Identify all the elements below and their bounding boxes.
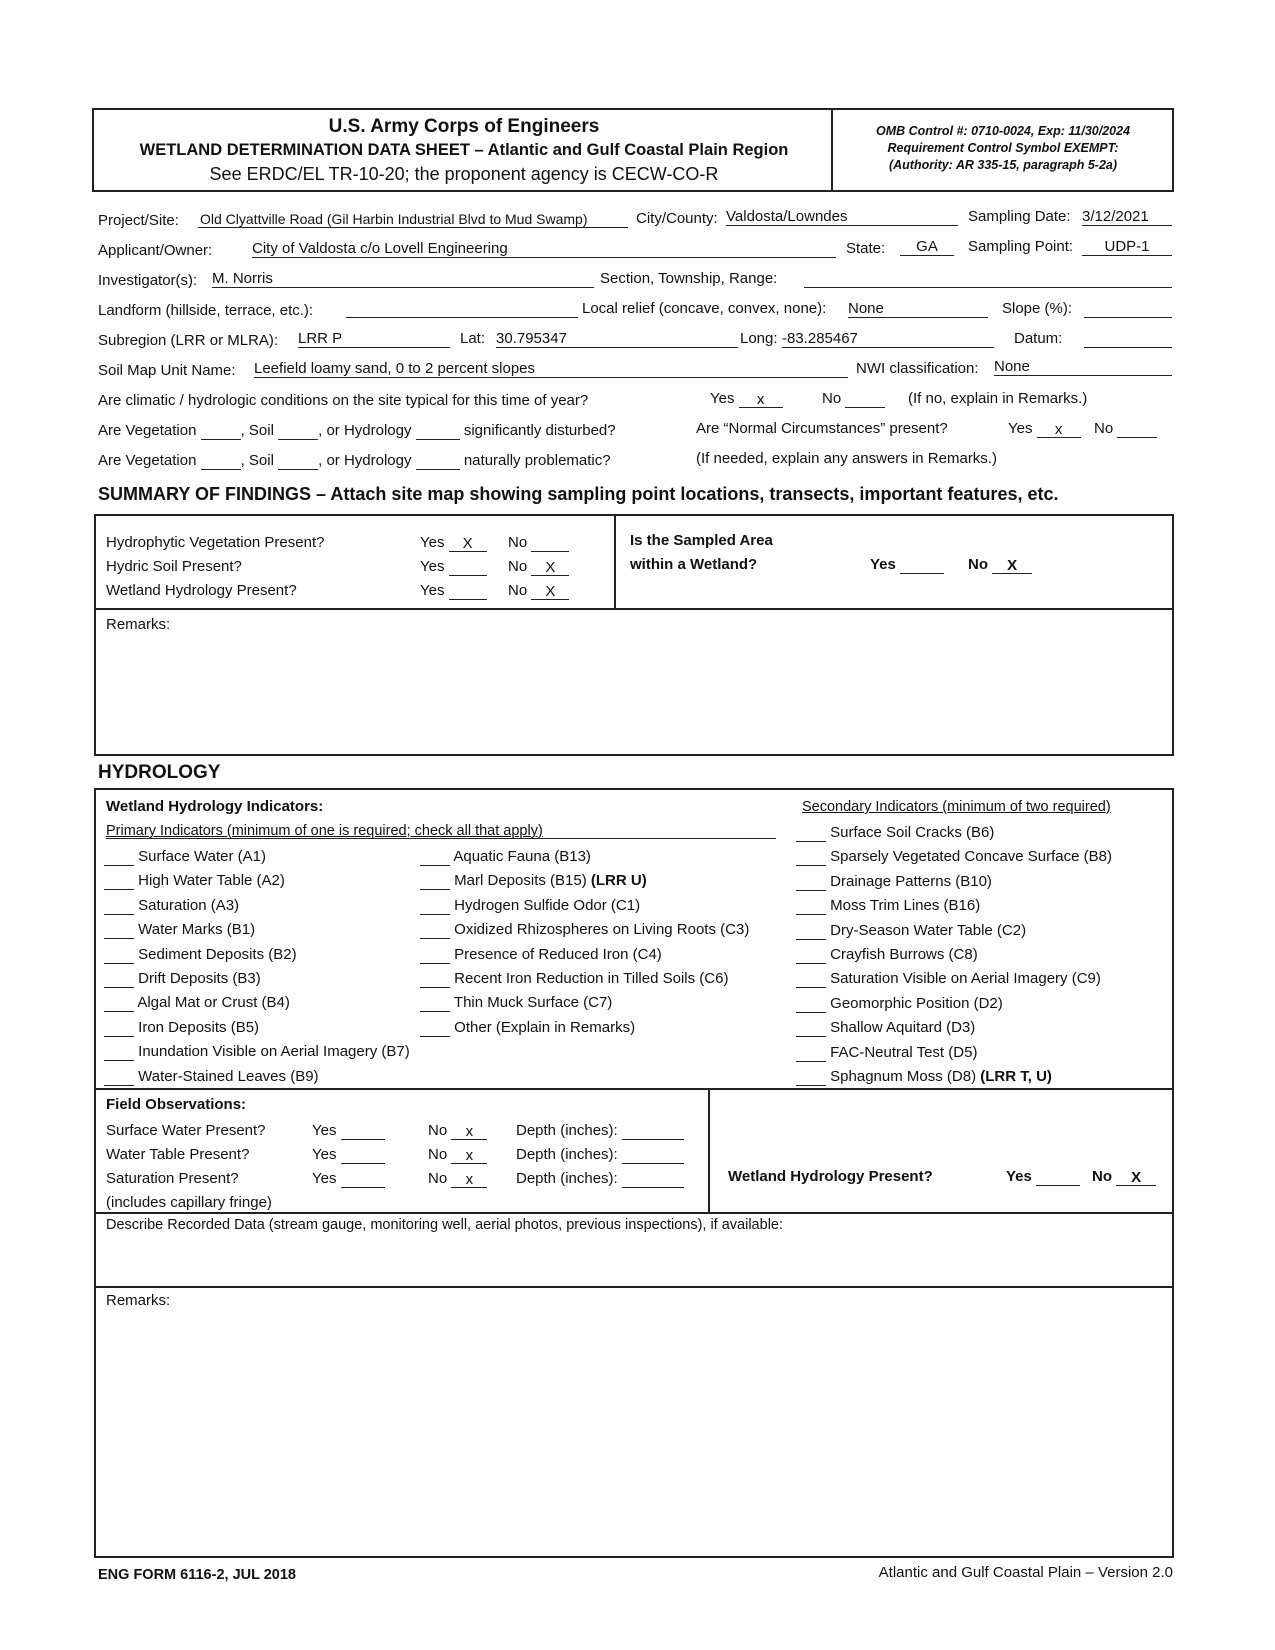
indicator-label: Aquatic Fauna (B13) xyxy=(453,848,591,865)
wh-yes-field[interactable] xyxy=(1036,1169,1080,1186)
checkbox-line[interactable] xyxy=(796,825,826,842)
water-table-no[interactable]: No x xyxy=(428,1146,487,1164)
checkbox-line[interactable] xyxy=(796,1045,826,1062)
investigator-field[interactable]: M. Norris xyxy=(212,270,594,288)
explain-note: (If needed, explain any answers in Remarks.) xyxy=(696,450,997,467)
checkbox-line[interactable] xyxy=(420,898,450,915)
footer-form-id: ENG FORM 6116-2, JUL 2018 xyxy=(98,1567,296,1583)
indicator-row[interactable] xyxy=(104,872,285,890)
wh-yes[interactable]: Yes xyxy=(1006,1168,1080,1186)
slope-field[interactable] xyxy=(1084,300,1172,318)
indicator-label: Dry-Season Water Table (C2) xyxy=(830,921,1027,939)
field-observations-title: Field Observations: xyxy=(106,1096,247,1113)
no-label: No xyxy=(822,390,842,407)
checkbox-line[interactable] xyxy=(420,849,450,866)
summary-title: SUMMARY OF FINDINGS – Attach site map showing sampling point locations, transects, important features, etc. xyxy=(98,484,1059,504)
water-table-no-field[interactable]: x xyxy=(451,1147,487,1164)
saturation-no[interactable]: No x xyxy=(428,1170,487,1188)
soil-present-no-field[interactable]: X xyxy=(531,559,569,576)
hydrology-title: HYDROLOGY xyxy=(98,762,221,783)
checkbox-line[interactable] xyxy=(796,923,826,940)
form-reference: See ERDC/EL TR-10-20; the proponent agency is CECW-CO-R xyxy=(209,164,719,184)
state-field[interactable]: GA xyxy=(900,238,954,256)
checkbox-line[interactable] xyxy=(796,996,826,1013)
checkbox-line[interactable] xyxy=(104,971,134,988)
indicator-label: Water-Stained Leaves (B9) xyxy=(138,1067,319,1085)
checkbox-line[interactable] xyxy=(796,849,826,866)
veg-present-yes-field[interactable]: X xyxy=(449,535,487,552)
checkbox-line[interactable] xyxy=(104,1044,134,1061)
slope-label: Slope (%): xyxy=(1002,300,1073,317)
indicator-row[interactable] xyxy=(796,873,992,891)
indicator-row[interactable] xyxy=(104,848,266,866)
checkbox-line[interactable] xyxy=(104,873,134,890)
indicator-row[interactable] xyxy=(104,970,261,988)
checkbox-line[interactable] xyxy=(420,995,450,1012)
applicant-field[interactable]: City of Valdosta c/o Lovell Engineering xyxy=(252,240,836,258)
omb-line3: (Authority: AR 335-15, paragraph 5-2a) xyxy=(888,158,1118,172)
hydro-disturbed-field[interactable] xyxy=(416,423,460,440)
secondary-title: Secondary Indicators (minimum of two required) xyxy=(802,799,1111,815)
climatic-yes[interactable] xyxy=(710,390,783,408)
indicator-label: Crayfish Burrows (C8) xyxy=(830,946,978,963)
sampling-date-label: Sampling Date: xyxy=(968,208,1071,225)
header-box xyxy=(92,108,1174,192)
indicator-row[interactable] xyxy=(420,848,591,866)
sampled-yes-field[interactable] xyxy=(900,557,944,574)
checkbox-line[interactable] xyxy=(420,873,450,890)
checkbox-line[interactable] xyxy=(420,1020,450,1037)
sampling-point-label: Sampling Point: xyxy=(968,238,1074,255)
indicator-row[interactable] xyxy=(796,1044,977,1062)
nwi-field[interactable]: None xyxy=(994,358,1172,376)
climatic-question: Are climatic / hydrologic conditions on the site typical for this time of year? xyxy=(98,392,589,409)
wh-no-field[interactable]: X xyxy=(1116,1169,1156,1186)
hydro-problematic-field[interactable] xyxy=(416,453,460,470)
sampled-no-field[interactable]: X xyxy=(992,557,1032,574)
saturation-label: Saturation Present? xyxy=(106,1170,239,1187)
state-label: State: xyxy=(846,240,886,257)
saturation-yes-field[interactable] xyxy=(341,1171,385,1188)
sampled-no[interactable]: No X xyxy=(968,556,1032,574)
summary-yes-1[interactable]: Yes X xyxy=(420,534,487,552)
form-title: WETLAND DETERMINATION DATA SHEET – Atlantic and Gulf Coastal Plain Region xyxy=(139,141,789,159)
indicator-label: Saturation Visible on Aerial Imagery (C9) xyxy=(830,970,1101,988)
indicator-label: Iron Deposits (B5) xyxy=(138,1018,260,1036)
indicator-label: Saturation (A3) xyxy=(138,896,240,914)
indicator-row[interactable] xyxy=(796,848,1112,866)
sampling-date-field[interactable]: 3/12/2021 xyxy=(1082,208,1172,226)
checkbox-line[interactable] xyxy=(104,898,134,915)
indicator-row[interactable] xyxy=(796,946,978,964)
summary-q2: Hydric Soil Present? xyxy=(106,558,242,575)
indicator-row[interactable] xyxy=(104,994,290,1012)
yes-label: Yes xyxy=(710,390,735,407)
checkbox-line[interactable] xyxy=(104,1020,134,1037)
soil-problematic-field[interactable] xyxy=(278,453,318,470)
nwi-label: NWI classification: xyxy=(856,360,979,377)
indicator-row[interactable] xyxy=(796,922,1026,940)
footer-version: Atlantic and Gulf Coastal Plain – Version 2.0 xyxy=(878,1564,1173,1581)
surface-water-no-field[interactable]: x xyxy=(451,1123,487,1140)
normal-no[interactable]: No xyxy=(1094,420,1157,438)
surface-water-no[interactable]: No x xyxy=(428,1122,487,1140)
checkbox-line[interactable] xyxy=(104,922,134,939)
veg-problematic-field[interactable] xyxy=(201,453,241,470)
normal-no-field[interactable] xyxy=(1117,421,1157,438)
recorded-data-label: Describe Recorded Data (stream gauge, monitoring well, aerial photos, previous inspections), if available: xyxy=(106,1217,784,1233)
indicator-label: Oxidized Rhizospheres on Living Roots (C3) xyxy=(454,921,750,939)
omb-line2: Requirement Control Symbol EXEMPT: xyxy=(887,141,1119,155)
hydrology-present-yes-field[interactable] xyxy=(449,583,487,600)
normal-circumstances-question: Are “Normal Circumstances” present? xyxy=(696,420,948,437)
omb-line1: OMB Control #: 0710-0024, Exp: 11/30/2024 xyxy=(875,124,1131,138)
checkbox-line[interactable] xyxy=(796,874,826,891)
checkbox-line[interactable] xyxy=(104,995,134,1012)
indicator-row[interactable] xyxy=(104,921,255,939)
saturation-no-field[interactable]: x xyxy=(451,1171,487,1188)
indicator-row[interactable] xyxy=(796,897,980,915)
wh-no[interactable]: No X xyxy=(1092,1168,1156,1186)
water-table-yes-field[interactable] xyxy=(341,1147,385,1164)
indicator-row[interactable] xyxy=(420,994,612,1012)
org-title: U.S. Army Corps of Engineers xyxy=(328,116,600,137)
wetland-hydrology-present-question: Wetland Hydrology Present? xyxy=(728,1168,933,1185)
str-label: Section, Township, Range: xyxy=(600,270,778,287)
lat-field[interactable]: 30.795347 xyxy=(496,330,738,348)
summary-remarks-label: Remarks: xyxy=(106,616,171,633)
subregion-label: Subregion (LRR or MLRA): xyxy=(98,332,279,349)
soil-present-yes-field[interactable] xyxy=(449,559,487,576)
indicator-label: Other (Explain in Remarks) xyxy=(454,1018,636,1036)
climatic-no-field[interactable] xyxy=(845,391,885,408)
indicator-label: Sparsely Vegetated Concave Surface (B8) xyxy=(830,848,1113,866)
indicator-label: Algal Mat or Crust (B4) xyxy=(137,994,290,1012)
veg-disturbed-field[interactable] xyxy=(201,423,241,440)
surface-water-depth-field[interactable] xyxy=(622,1123,684,1140)
indicator-row[interactable] xyxy=(796,824,994,842)
indicator-label: Surface Water (A1) xyxy=(138,848,266,865)
indicator-row[interactable] xyxy=(796,1019,975,1037)
subregion-field[interactable]: LRR P xyxy=(298,330,450,348)
indicator-row[interactable] xyxy=(420,1019,635,1037)
sampled-yes[interactable]: Yes xyxy=(870,556,944,574)
applicant-label: Applicant/Owner: xyxy=(98,242,213,259)
indicator-row[interactable] xyxy=(104,897,239,915)
relief-field[interactable]: None xyxy=(848,300,988,318)
indicator-row[interactable] xyxy=(104,946,297,964)
indicator-row[interactable] xyxy=(796,970,1101,988)
indicator-label: Recent Iron Reduction in Tilled Soils (C6) xyxy=(454,970,729,987)
indicator-label: Hydrogen Sulfide Odor (C1) xyxy=(454,896,641,914)
soil-unit-label: Soil Map Unit Name: xyxy=(98,362,236,379)
surface-water-yes-field[interactable] xyxy=(341,1123,385,1140)
indicator-label: Water Marks (B1) xyxy=(138,921,256,939)
city-label: City/County: xyxy=(636,210,718,227)
checkbox-line[interactable] xyxy=(104,947,134,964)
indicator-row[interactable] xyxy=(796,995,1003,1013)
veg-present-no-field[interactable] xyxy=(531,535,569,552)
checkbox-line[interactable] xyxy=(104,1069,134,1086)
project-label: Project/Site: xyxy=(98,212,179,229)
water-table-label: Water Table Present? xyxy=(106,1146,250,1163)
indicator-label: High Water Table (A2) xyxy=(138,872,285,890)
summary-yes-2[interactable]: Yes xyxy=(420,558,487,576)
indicator-label: Sediment Deposits (B2) xyxy=(138,945,297,963)
indicator-label: Shallow Aquitard (D3) xyxy=(830,1019,976,1037)
datum-label: Datum: xyxy=(1014,330,1063,347)
saturation-depth-field[interactable] xyxy=(622,1171,684,1188)
indicator-row[interactable] xyxy=(104,1043,410,1061)
primary-title: Primary Indicators (minimum of one is required; check all that apply) xyxy=(106,823,543,839)
checkbox-line[interactable] xyxy=(420,971,450,988)
problematic-row: Are Vegetation , Soil , or Hydrology naturally problematic? xyxy=(98,452,611,469)
checkbox-line[interactable] xyxy=(420,947,450,964)
checkbox-line[interactable] xyxy=(796,947,826,964)
normal-yes[interactable]: Yes x xyxy=(1008,420,1081,438)
summary-no-2[interactable]: No X xyxy=(508,558,569,576)
landform-field[interactable] xyxy=(346,300,578,318)
summary-no-3[interactable]: No X xyxy=(508,582,569,600)
long-field[interactable]: -83.285467 xyxy=(782,330,994,348)
climatic-yes-field[interactable]: x xyxy=(739,391,783,408)
indicator-label: Drift Deposits (B3) xyxy=(138,970,261,987)
str-field[interactable] xyxy=(804,270,1172,288)
surface-water-label: Surface Water Present? xyxy=(106,1122,266,1139)
checkbox-line[interactable] xyxy=(796,1020,826,1037)
indicator-label: Geomorphic Position (D2) xyxy=(830,994,1003,1012)
summary-q3: Wetland Hydrology Present? xyxy=(106,582,297,599)
summary-q1: Hydrophytic Vegetation Present? xyxy=(106,534,325,551)
landform-label: Landform (hillside, terrace, etc.): xyxy=(98,302,314,319)
water-table-depth[interactable]: Depth (inches): xyxy=(516,1146,684,1164)
sampled-area-q2: within a Wetland? xyxy=(630,556,758,573)
investigator-label: Investigator(s): xyxy=(98,272,198,289)
summary-yes-3[interactable]: Yes xyxy=(420,582,487,600)
relief-label: Local relief (concave, convex, none): xyxy=(582,300,827,317)
checkbox-line[interactable] xyxy=(104,849,134,866)
checkbox-line[interactable] xyxy=(796,898,826,915)
checkbox-line[interactable] xyxy=(796,971,826,988)
climatic-no[interactable] xyxy=(822,390,885,408)
indicator-label: Drainage Patterns (B10) xyxy=(830,872,992,890)
indicator-row[interactable] xyxy=(104,1068,319,1086)
soil-disturbed-field[interactable] xyxy=(278,423,318,440)
disturbed-row: Are Vegetation , Soil , or Hydrology significantly disturbed? xyxy=(98,422,616,439)
indicator-label: Presence of Reduced Iron (C4) xyxy=(454,945,662,963)
city-field[interactable]: Valdosta/Lowndes xyxy=(726,208,958,226)
indicator-label: Thin Muck Surface (C7) xyxy=(453,994,613,1012)
datum-field[interactable] xyxy=(1084,330,1172,348)
normal-yes-field[interactable]: x xyxy=(1037,421,1081,438)
surface-water-yes[interactable]: Yes xyxy=(312,1122,385,1140)
summary-no-1[interactable]: No xyxy=(508,534,569,552)
saturation-depth[interactable]: Depth (inches): xyxy=(516,1170,684,1188)
marl-row[interactable]: Marl Deposits (B15) (LRR U) xyxy=(420,872,647,890)
soil-unit-field[interactable]: Leefield loamy sand, 0 to 2 percent slopes xyxy=(254,360,848,378)
water-table-yes[interactable]: Yes xyxy=(312,1146,385,1164)
saturation-yes[interactable]: Yes xyxy=(312,1170,385,1188)
hydrology-remarks-label: Remarks: xyxy=(106,1292,171,1309)
sampling-point-field[interactable]: UDP-1 xyxy=(1082,238,1172,256)
checkbox-line[interactable] xyxy=(796,1069,826,1086)
indicator-row[interactable] xyxy=(420,946,662,964)
lat-label: Lat: xyxy=(460,330,486,347)
climatic-note: (If no, explain in Remarks.) xyxy=(908,390,1088,407)
hydrology-present-no-field[interactable]: X xyxy=(531,583,569,600)
capillary-label: (includes capillary fringe) xyxy=(106,1194,272,1211)
long-label: Long: xyxy=(740,330,778,347)
indicator-label: Inundation Visible on Aerial Imagery (B7) xyxy=(138,1043,410,1061)
checkbox-line[interactable] xyxy=(420,922,450,939)
indicator-row[interactable] xyxy=(420,897,640,915)
indicator-label: Surface Soil Cracks (B6) xyxy=(830,824,995,841)
indicator-row[interactable] xyxy=(420,970,728,988)
indicator-row[interactable] xyxy=(104,1019,259,1037)
water-table-depth-field[interactable] xyxy=(622,1147,684,1164)
project-field[interactable]: Old Clyattville Road (Gil Harbin Industrial Blvd to Mud Swamp) xyxy=(198,210,628,228)
sphagnum-row[interactable]: Sphagnum Moss (D8) (LRR T, U) xyxy=(796,1068,1052,1086)
indicators-title: Wetland Hydrology Indicators: xyxy=(106,798,324,815)
indicator-row[interactable] xyxy=(420,921,749,939)
sampled-area-q1: Is the Sampled Area xyxy=(630,532,773,549)
indicator-label: Moss Trim Lines (B16) xyxy=(830,897,981,915)
surface-water-depth[interactable]: Depth (inches): xyxy=(516,1122,684,1140)
indicator-label: FAC-Neutral Test (D5) xyxy=(830,1043,978,1061)
